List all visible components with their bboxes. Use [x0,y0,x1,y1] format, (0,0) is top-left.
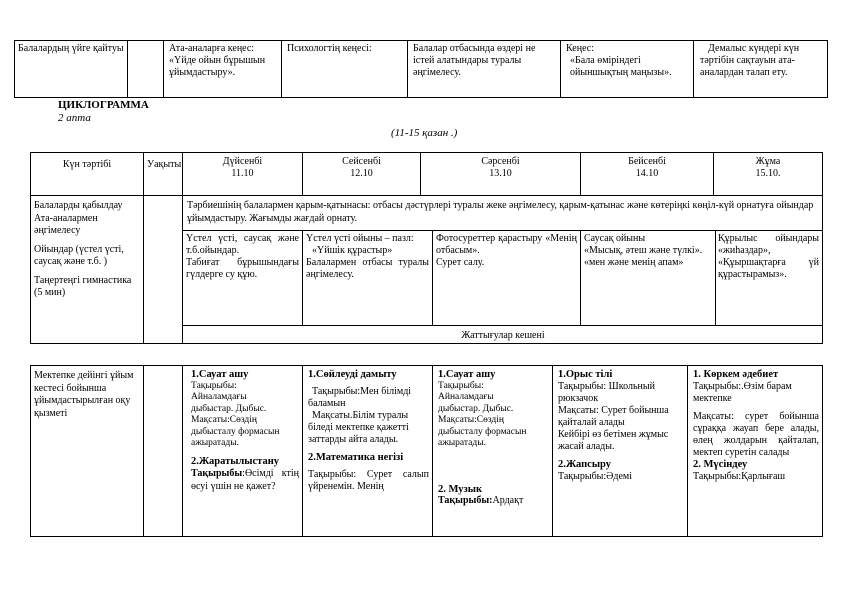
top-family-talk: Балалар отбасында өздері не істей алатындары туралы әңгімелесу. [413,43,536,78]
games-tuesday: Үстел үсті ойыны – пазл: «Үйшік құрастыр» Балалармен отбасы туралы әңгімелесу. [306,233,429,280]
exercise-complex: Жаттығулар кешені [461,330,545,341]
page-title: ЦИКЛОГРАММА [58,99,149,111]
date-range: (11-15 қазан .) [391,127,458,139]
games-thursday: Саусақ ойыны «Мысық, әтеш және түлкі». «мен және менің апам» [584,233,703,268]
header-monday: Дүйсенбі 11.10 [222,156,263,179]
games-friday: Құрылыс ойындары «жиһаздар», «Құыршақтарға үй құрастырамыз». [718,233,819,280]
lessons-thursday: 1.Орыс тілі Тақырыбы: Школьный рюкзачок Мақсаты: Сурет бойынша қайталай алады Кейбірі өз бетімен жұмыс жасай алады. 2.Жапсыру Тақырыбы:Әдемі [558,369,669,482]
header-regime: Күн тәртібі [62,159,112,170]
top-parents-advice: Ата-аналарға кеңес: «Үйде ойын бұрышын ұйымдастыру». [169,43,266,78]
top-pickup-label: Балалардың үйге қайтуы [18,43,124,54]
games-monday: Үстел үсті, саусақ және т.б.ойындар. Табиғат бұрышындағы гүлдерге су құю. [186,233,299,280]
teacher-interaction-text: Тәрбиешінің балалармен қарым-қатынасы: отбасы дәстүрлері туралы жеке әңгімелесу, қарым-қатынас және көтеріңкі көңіл-күй орнатуға ойындар ұйымдастыру. Жағымды жағдай орнату. [187,200,814,224]
games-wednesday: Фотосуреттер қарастыру «Менің отбасым». Сурет салу. [436,233,577,268]
morning-regime-labels: Балаларды қабылдау Ата-аналармен әңгімелесу Ойындар (үстел үсті, саусақ және т.б. ) Таңертеңгі гимнастика (5 мин) [34,200,132,298]
header-wednesday: Сәрсенбі 13.10 [481,156,520,179]
lessons-monday: 1.Сауат ашу Тақырыбы: Айналамдағы дыбыстар. Дыбыс. Мақсаты:Сөздің дыбысталу формасын ажыратады. 2.Жаратылыстану Тақырыбы:Өсімді ктің өсуі үшін не қажет? [191,369,299,492]
top-toy-advice: Кеңес: «Бала өміріндегі ойыншықтың маңызы». [566,43,672,78]
lessons-friday: 1. Көркем әдебиет Тақырыбы:.Өзім барам мектепке Мақсаты: сурет бойынша сұраққа жауап бере алады, өлең жолдарын қайталап, мектеп суретін салады 2. Мүсіндеу Тақырыбы:Қарлығаш [693,369,819,482]
header-thursday: Бейсенбі 14.10 [628,156,666,179]
header-tuesday: Сейсенбі 12.10 [342,156,381,179]
week-label: 2 апта [58,112,91,124]
header-friday: Жұма 15.10. [755,156,781,179]
lessons-label: Мектепке дейінгі ұйым кестесі бойынша ұйымдастырылған оқу қызметі [34,370,134,419]
header-time: Уақыты [147,159,182,170]
top-psychologist-advice: Психологтің кеңесі: [287,43,372,54]
lessons-tuesday: 1.Сөйлеуді дамыту Тақырыбы:Мен білімді баламын Мақсаты.Білім туралы біледі мектепке қажетті заттарды айта алады. 2.Математика негізі Тақырыбы: Сурет салып үйренемін. Менің [308,369,429,492]
lessons-wednesday: 1.Сауат ашу Тақырыбы: Айналамдағы дыбыстар. Дыбыс. Мақсаты:Сөздің дыбысталу формасын ажыратады. 2. Музык Тақырыбы:Ардақт [438,369,527,506]
top-weekend-regime: Демалыс күндері күн тәртібін сақтауын ата-аналардан талап ету. [700,43,800,78]
